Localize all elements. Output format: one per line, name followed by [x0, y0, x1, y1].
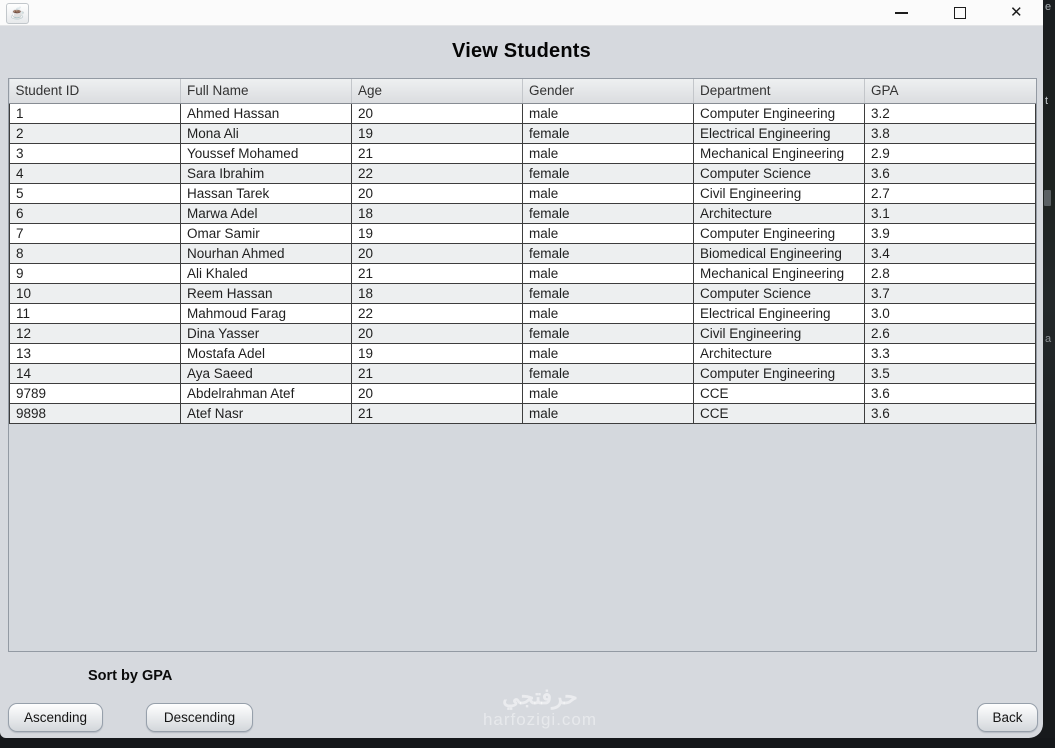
table-cell[interactable]: 7: [10, 223, 181, 243]
column-header[interactable]: Department: [694, 79, 865, 103]
table-cell[interactable]: male: [523, 223, 694, 243]
table-cell[interactable]: 9898: [10, 403, 181, 423]
table-row[interactable]: [10, 283, 1036, 303]
students-table-scrollpane[interactable]: [8, 78, 1037, 652]
table-cell[interactable]: 21: [352, 363, 523, 383]
page-title: View Students: [452, 40, 591, 62]
table-cell[interactable]: 3.1: [865, 203, 1036, 223]
table-cell[interactable]: Mona Ali: [181, 123, 352, 143]
table-row[interactable]: [10, 103, 1036, 123]
back-button[interactable]: Back: [977, 703, 1038, 732]
table-cell[interactable]: 9789: [10, 383, 181, 403]
table-row[interactable]: [10, 403, 1036, 423]
column-header[interactable]: Student ID: [10, 79, 181, 103]
table-cell[interactable]: 8: [10, 243, 181, 263]
table-cell[interactable]: 4: [10, 163, 181, 183]
table-cell[interactable]: 18: [352, 283, 523, 303]
table-cell[interactable]: Dina Yasser: [181, 323, 352, 343]
background-window-edge: [1043, 0, 1055, 748]
table-cell[interactable]: 18: [352, 203, 523, 223]
table-cell[interactable]: male: [523, 143, 694, 163]
table-row[interactable]: [10, 223, 1036, 243]
table-cell[interactable]: 10: [10, 283, 181, 303]
table-cell[interactable]: 5: [10, 183, 181, 203]
table-cell[interactable]: 3.3: [865, 343, 1036, 363]
sort-by-gpa-label: Sort by GPA: [88, 668, 173, 684]
table-body: [10, 103, 1036, 423]
table-cell[interactable]: 21: [352, 263, 523, 283]
table-cell[interactable]: 22: [352, 303, 523, 323]
table-cell[interactable]: 6: [10, 203, 181, 223]
table-cell[interactable]: Hassan Tarek: [181, 183, 352, 203]
table-cell[interactable]: 19: [352, 123, 523, 143]
table-cell[interactable]: Computer Science: [694, 283, 865, 303]
table-cell[interactable]: 22: [352, 163, 523, 183]
table-cell[interactable]: Mechanical Engineering: [694, 263, 865, 283]
table-cell[interactable]: 20: [352, 103, 523, 123]
table-row[interactable]: [10, 343, 1036, 363]
table-cell[interactable]: 12: [10, 323, 181, 343]
table-cell[interactable]: 3.6: [865, 163, 1036, 183]
table-cell[interactable]: 19: [352, 223, 523, 243]
column-header[interactable]: GPA: [865, 79, 1036, 103]
column-header[interactable]: Age: [352, 79, 523, 103]
table-cell[interactable]: Nourhan Ahmed: [181, 243, 352, 263]
column-header[interactable]: Full Name: [181, 79, 352, 103]
table-row[interactable]: [10, 163, 1036, 183]
table-cell[interactable]: 20: [352, 183, 523, 203]
table-row[interactable]: [10, 263, 1036, 283]
table-cell[interactable]: female: [523, 203, 694, 223]
table-cell[interactable]: Ali Khaled: [181, 263, 352, 283]
table-cell[interactable]: 3.5: [865, 363, 1036, 383]
table-row[interactable]: [10, 143, 1036, 163]
table-cell[interactable]: Omar Samir: [181, 223, 352, 243]
table-cell[interactable]: male: [523, 403, 694, 423]
minimize-icon: [895, 12, 908, 14]
table-cell[interactable]: 3.4: [865, 243, 1036, 263]
table-cell[interactable]: 3.9: [865, 223, 1036, 243]
watermark-domain-text: harfozigi.com: [482, 710, 598, 729]
table-cell[interactable]: Computer Engineering: [694, 223, 865, 243]
background-ui-fragment: [1044, 190, 1051, 206]
table-cell[interactable]: CCE: [694, 403, 865, 423]
students-table: [9, 79, 1036, 424]
table-cell[interactable]: 11: [10, 303, 181, 323]
table-cell[interactable]: Civil Engineering: [694, 323, 865, 343]
table-cell[interactable]: 3.7: [865, 283, 1036, 303]
table-cell[interactable]: Computer Engineering: [694, 103, 865, 123]
close-icon: ✕: [1010, 4, 1023, 21]
table-cell[interactable]: 3.6: [865, 383, 1036, 403]
table-cell[interactable]: Electrical Engineering: [694, 123, 865, 143]
maximize-button[interactable]: [937, 0, 983, 26]
table-cell[interactable]: Atef Nasr: [181, 403, 352, 423]
table-cell[interactable]: 9: [10, 263, 181, 283]
table-cell[interactable]: Youssef Mohamed: [181, 143, 352, 163]
table-cell[interactable]: Architecture: [694, 203, 865, 223]
table-cell[interactable]: 3.2: [865, 103, 1036, 123]
table-cell[interactable]: male: [523, 103, 694, 123]
table-cell[interactable]: Mahmoud Farag: [181, 303, 352, 323]
minimize-button[interactable]: [878, 0, 924, 26]
table-row[interactable]: [10, 363, 1036, 383]
table-cell[interactable]: female: [523, 363, 694, 383]
table-cell[interactable]: 20: [352, 383, 523, 403]
table-row[interactable]: [10, 243, 1036, 263]
table-cell[interactable]: 3.8: [865, 123, 1036, 143]
table-cell[interactable]: Computer Engineering: [694, 363, 865, 383]
table-cell[interactable]: female: [523, 163, 694, 183]
table-cell[interactable]: 2: [10, 123, 181, 143]
background-text-fragment: a: [1045, 333, 1052, 345]
desktop-bottom-strip: [0, 738, 1055, 748]
background-text-fragment: t: [1045, 95, 1049, 107]
table-cell[interactable]: 20: [352, 323, 523, 343]
table-row[interactable]: [10, 303, 1036, 323]
table-row[interactable]: [10, 203, 1036, 223]
table-row[interactable]: [10, 183, 1036, 203]
table-cell[interactable]: 21: [352, 403, 523, 423]
table-cell[interactable]: Marwa Adel: [181, 203, 352, 223]
table-cell[interactable]: 14: [10, 363, 181, 383]
table-cell[interactable]: male: [523, 183, 694, 203]
table-row[interactable]: [10, 383, 1036, 403]
table-cell[interactable]: male: [523, 383, 694, 403]
table-cell[interactable]: 20: [352, 243, 523, 263]
watermark-arabic-text: حرفتجي: [502, 684, 578, 709]
column-header[interactable]: Gender: [523, 79, 694, 103]
table-cell[interactable]: 2.9: [865, 143, 1036, 163]
table-cell[interactable]: 2.7: [865, 183, 1036, 203]
table-cell[interactable]: Ahmed Hassan: [181, 103, 352, 123]
table-cell[interactable]: Civil Engineering: [694, 183, 865, 203]
background-text-fragment: e: [1045, 1, 1052, 13]
table-cell[interactable]: female: [523, 123, 694, 143]
table-cell[interactable]: 2.6: [865, 323, 1036, 343]
table-cell[interactable]: 3.0: [865, 303, 1036, 323]
descending-button[interactable]: Descending: [146, 703, 253, 732]
table-cell[interactable]: Abdelrahman Atef: [181, 383, 352, 403]
table-cell[interactable]: 1: [10, 103, 181, 123]
table-cell[interactable]: 21: [352, 143, 523, 163]
table-row[interactable]: [10, 323, 1036, 343]
table-cell[interactable]: 3: [10, 143, 181, 163]
java-coffee-cup-icon[interactable]: ☕: [6, 3, 29, 24]
table-cell[interactable]: male: [523, 263, 694, 283]
table-cell[interactable]: Sara Ibrahim: [181, 163, 352, 183]
table-cell[interactable]: 2.8: [865, 263, 1036, 283]
maximize-icon: [954, 7, 966, 19]
table-cell[interactable]: female: [523, 283, 694, 303]
table-cell[interactable]: Reem Hassan: [181, 283, 352, 303]
table-cell[interactable]: male: [523, 343, 694, 363]
table-cell[interactable]: Architecture: [694, 343, 865, 363]
table-cell[interactable]: 19: [352, 343, 523, 363]
table-cell[interactable]: female: [523, 243, 694, 263]
table-cell[interactable]: Computer Science: [694, 163, 865, 183]
table-cell[interactable]: male: [523, 303, 694, 323]
table-cell[interactable]: Electrical Engineering: [694, 303, 865, 323]
table-cell[interactable]: 13: [10, 343, 181, 363]
table-cell[interactable]: Mechanical Engineering: [694, 143, 865, 163]
table-cell[interactable]: CCE: [694, 383, 865, 403]
table-cell[interactable]: Aya Saeed: [181, 363, 352, 383]
table-cell[interactable]: female: [523, 323, 694, 343]
table-row[interactable]: [10, 123, 1036, 143]
table-cell[interactable]: Biomedical Engineering: [694, 243, 865, 263]
table-cell[interactable]: 3.6: [865, 403, 1036, 423]
close-button[interactable]: [996, 0, 1042, 26]
title-bar[interactable]: [0, 0, 1043, 26]
ascending-button[interactable]: Ascending: [8, 703, 103, 732]
table-cell[interactable]: Mostafa Adel: [181, 343, 352, 363]
table-header-row: [10, 79, 1036, 103]
